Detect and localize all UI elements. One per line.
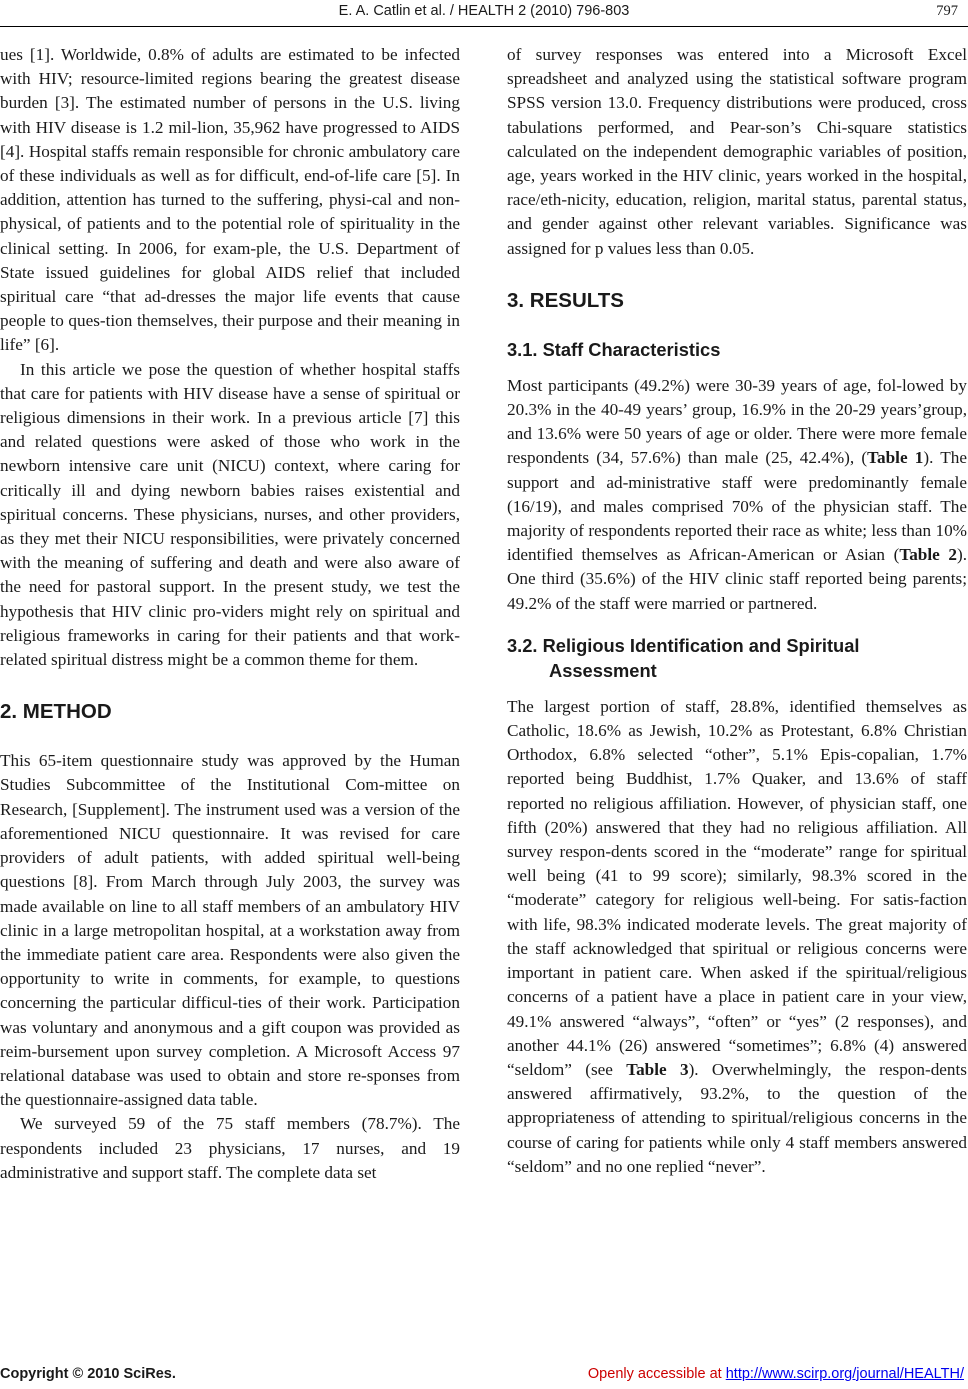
open-access-notice	[588, 1366, 964, 1382]
intro-paragraph-hypothesis: In this article we pose the question of whether hospital staffs that care for patients with HIV disease have a sense of spiritual or religious dimensions in their work. In a previous article [7] this and related questions were asked of those who work in the newborn intensive care unit (NICU) context, where caring for critically ill and dying newborn babies raises existential and spiritual concerns. These physicians, nurses, and other providers, as they met their NICU responsibilities, were privately concerned with the meaning of suffering and death and were also aware of the need for pastoral support. In the present study, we test the hypothesis that HIV clinic pro-viders might rely on spiritual and religious frameworks in caring for their patients and that work-related spiritual distress might be a common theme for them.	[0, 359, 460, 670]
results-paragraph-religion	[507, 695, 967, 1179]
section-heading-method: 2. METHOD	[0, 700, 112, 724]
page-footer	[0, 1364, 968, 1386]
method-paragraph-analysis: of survey responses was entered into a Microsoft Excel spreadsheet and analyzed using the statistical software program SPSS version 13.0. Frequency distributions were produced, cross tabulations performed, and Pear-son’s Chi-square statistics calculated on the independent demographic variables of position, age, years worked in the HIV clinic, years worked in the hospital, race/eth-nicity, education, religion, marital status, parental status, and gender against other relevant variables. Significance was assigned for p values less than 0.05.	[507, 45, 967, 258]
journal-link[interactable]: http://www.scirp.org/journal/HEALTH/	[725, 1366, 964, 1382]
table-3-reference: Table 3	[626, 1059, 689, 1079]
results-staff-text-1: Most participants (49.2%) were 30-39 years of age, fol-lowed by 20.3% in the 40-49 years’ group, 16.9% in the 20-29 years’group, and 13.6% were 50 years of age or older. There were more female respondents (34, 57.6%) than male (25, 42.4%), (	[507, 375, 967, 468]
table-2-reference: Table 2	[899, 545, 957, 565]
method-paragraph-questionnaire: This 65-item questionnaire study was approved by the Human Studies Subcommittee of the Institutional Com-mittee on Research, [Supplement]. The instrument used was a version of the aforementioned NICU questionnaire. It was revised for care providers of adult patients, with added spiritual well-being questions [8]. From March through July 2003, the survey was made available on line to all staff members of an ambulatory HIV clinic in a large metropolitan hospital, at a workstation away from the immediate patient care area. Respondents were also given the opportunity to write in comments, for example, to questions concerning the particular difficul-ties of their work. Participation was voluntary and anonymous and a gift coupon was provided as reim-bursement upon survey completion. A Microsoft Access 97 relational database was used to obtain and store re-sponses from the questionnaire-assigned data table.	[0, 751, 460, 1110]
results-paragraph-staff	[507, 374, 967, 616]
results-religion-text-2: ). Overwhelmingly, the respon-dents answered affirmatively, 93.2%, to the question of the appropriateness of attending to spiritual/religious concerns in the course of caring for patients while only 4 staff members answered “seldom” and no one replied “never”.	[507, 1059, 967, 1176]
method-paragraph-survey: We surveyed 59 of the 75 staff members (78.7%). The respondents included 23 physicians, 17 nurses, and 19 administrative and support staff. The complete data set	[0, 1114, 460, 1182]
section-heading-results: 3. RESULTS	[507, 288, 624, 312]
right-column	[507, 43, 967, 1179]
running-header-citation: E. A. Catlin et al. / HEALTH 2 (2010) 796-803	[338, 3, 630, 19]
copyright-notice: Copyright © 2010 SciRes.	[0, 1366, 176, 1382]
left-column	[0, 43, 460, 1185]
subsection-heading-staff-characteristics: 3.1. Staff Characteristics	[507, 338, 721, 360]
results-staff-text-3: ). One third (35.6%) of the HIV clinic staff reported being parents; 49.2% of the staff were married or partnered.	[507, 545, 967, 613]
subsection-heading-religious-identification: 3.2. Religious Identification and Spiritual Assessment	[507, 634, 860, 681]
table-1-reference: Table 1	[867, 448, 924, 468]
results-staff-text-2: ). The support and ad-ministrative staff were predominantly female (16/19), and males comprised 70% of the physician staff. The majority of respondents reported their race as white; less than 10% identified themselves as African-American or Asian (	[507, 448, 967, 565]
results-religion-text-1: The largest portion of staff, 28.8%, identified themselves as Catholic, 18.6% as Jewish, 10.2% as Protestant, 6.8% Christian Orthodox, 6.8% selected “other”, 5.1% Epis-copalian, 1.7% reported being Buddhist, 1.7% Quaker, and 13.6% of staff reported no religious affiliation. However, of physician staff, one fifth (20%) answered that they had no religious affiliation. All survey respon-dents scored in the “moderate” range for spiritual well being (41 to 99 score); similarly, 98.3% scored in the “moderate” category for religious well-being. For satis-faction with life, 98.3% indicated moderate levels. The great majority of the staff acknowledged that spiritual or religious concerns were important in patient care. When asked if the spiritual/religious concerns of a patient have a place in patient care in your view, 49.1% answered “always”, “often” or “yes” (2 responses), and another 44.1% (26) answered “sometimes”; 6.8% (4) answered “seldom” (see	[507, 696, 967, 1079]
open-access-label: Openly accessible at	[587, 1366, 726, 1382]
running-header	[0, 0, 968, 24]
page-number: 797	[936, 3, 958, 19]
header-divider	[0, 26, 968, 27]
intro-paragraph-continued: ues [1]. Worldwide, 0.8% of adults are estimated to be infected with HIV; resource-limited regions bearing the greatest disease burden [3]. The estimated number of persons in the U.S. living with HIV disease is 1.2 mil-lion, 35,962 have progressed to AIDS [4]. Hospital staffs remain responsible for chronic ambulatory care of these individuals as well as for difficult, end-of-life care [5]. In addition, attention has turned to the suffering, physi-cal and non-physical, of patients and to the potential role of spirituality in the clinical setting. In 2006, for exam-ple, the U.S. Department of State issued guidelines for global AIDS relief that included spiritual care “that ad-dresses the major life events that cause people to ques-tion themselves, their purpose and their meaning in life” [6].	[0, 45, 460, 355]
